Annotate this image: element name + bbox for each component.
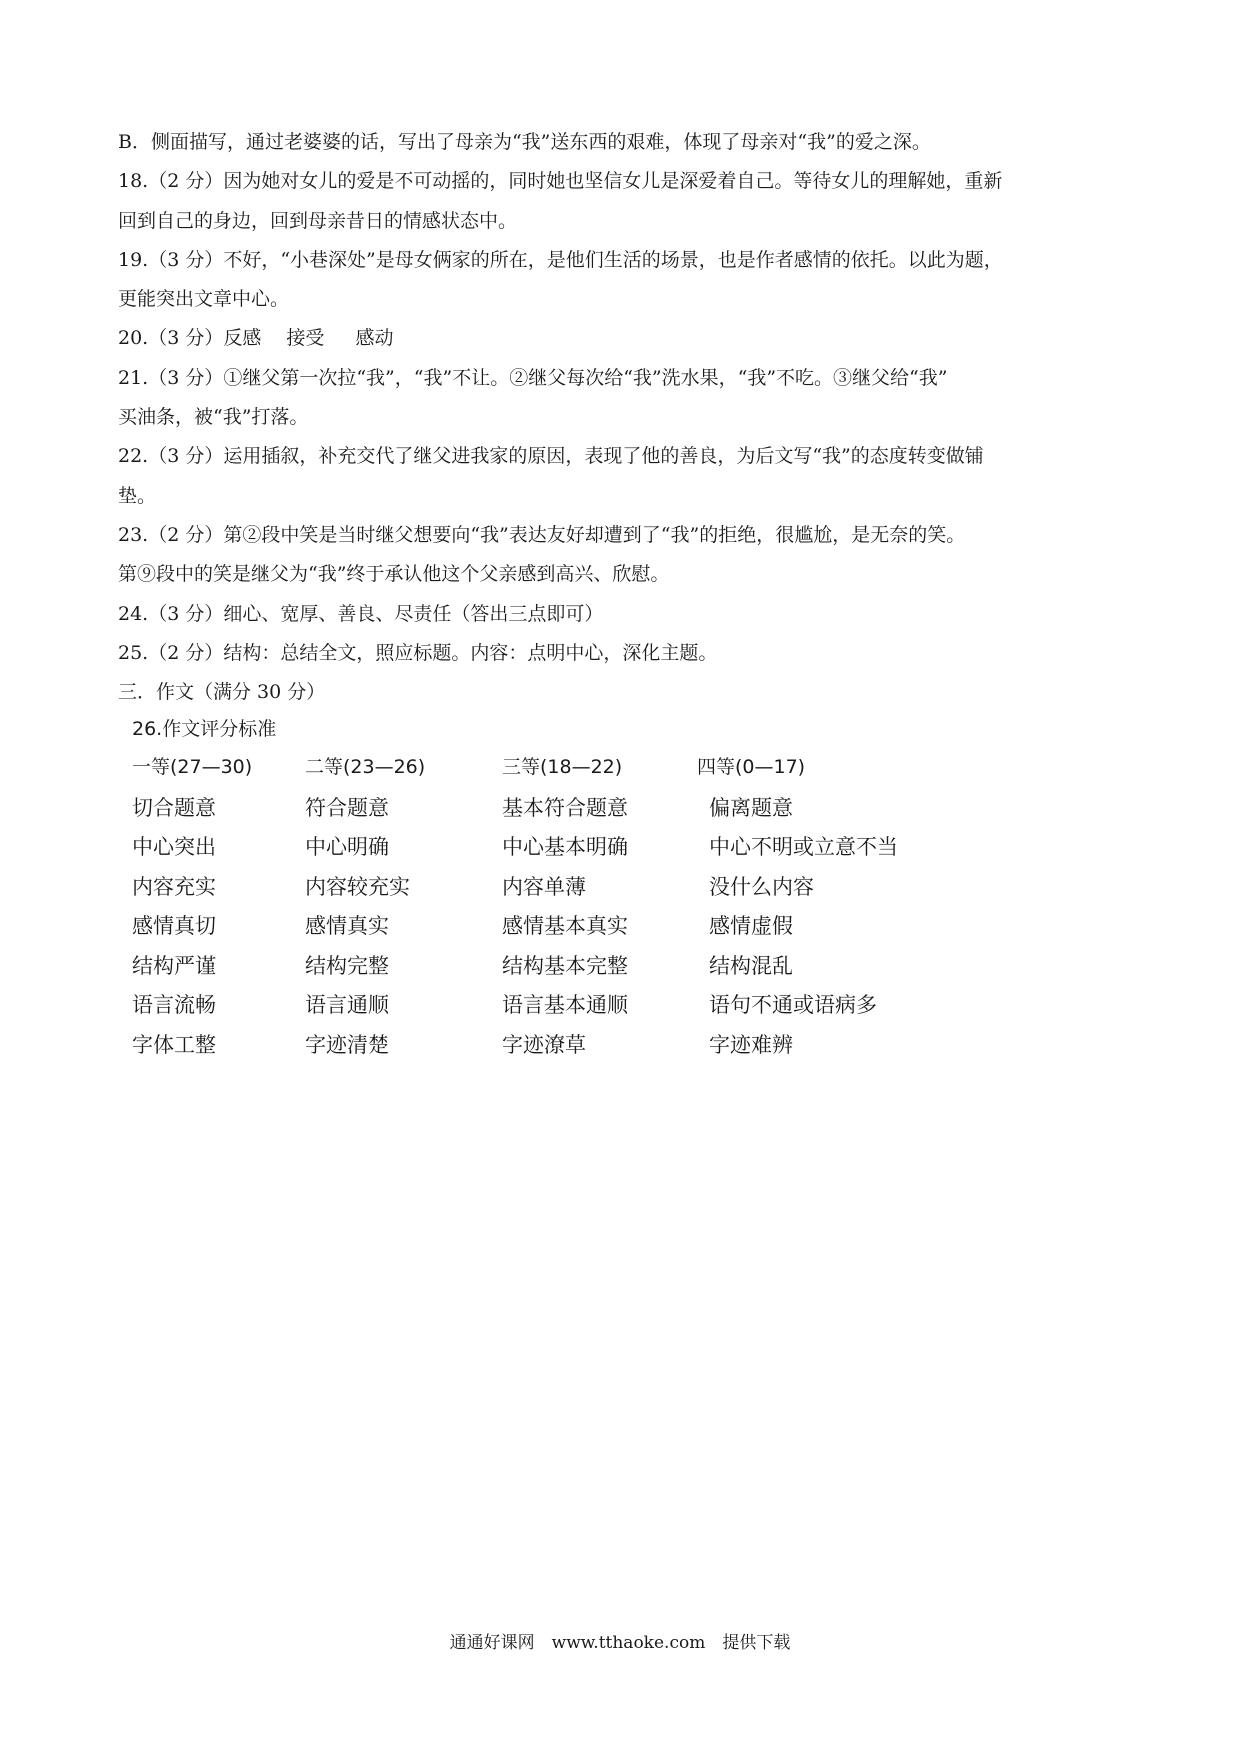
rubric-cell: 感情真实	[305, 914, 389, 938]
rubric-cell: 内容单薄	[502, 874, 586, 899]
answer-line: 回到自己的身边，回到母亲昔日的情感状态中。	[118, 209, 518, 232]
rubric-cell: 结构混乱	[709, 953, 793, 978]
rubric-cell: 字体工整	[132, 1032, 216, 1057]
rubric-header: 一等(27—30)	[132, 756, 253, 778]
answer-line: 25.（2 分）结构：总结全文，照应标题。内容：点明中心，深化主题。	[118, 641, 718, 664]
answer-key	[118, 123, 1128, 712]
section-heading: 三．作文（满分 30 分）	[118, 681, 326, 704]
rubric-cell: 结构基本完整	[502, 953, 628, 978]
rubric-header: 三等(18—22)	[502, 756, 623, 778]
rubric-cell: 结构完整	[305, 953, 389, 978]
rubric-cell: 内容较充实	[305, 874, 410, 899]
rubric-header-row	[132, 746, 1032, 786]
rubric-cell: 没什么内容	[709, 874, 814, 899]
rubric-cell: 语言基本通顺	[502, 993, 628, 1017]
rubric-table	[132, 746, 1032, 1062]
rubric-header: 二等(23—26)	[305, 756, 426, 778]
rubric-cell: 切合题意	[132, 795, 216, 820]
answer-line: 24.（3 分）细心、宽厚、善良、尽责任（答出三点即可）	[118, 602, 604, 625]
rubric-cell: 语句不通或语病多	[709, 993, 877, 1017]
rubric-header: 四等(0—17)	[697, 756, 806, 778]
answer-line: 20.（3 分）反感 接受 感动	[118, 327, 394, 350]
answer-line: 22.（3 分）运用插叙，补充交代了继父进我家的原因，表现了他的善良，为后文写“我”的态度转变做铺	[118, 445, 984, 468]
rubric-row	[132, 983, 1032, 1023]
rubric-cell: 中心基本明确	[502, 835, 628, 859]
answer-line: 21.（3 分）①继父第一次拉“我”，“我”不让。②继父每次给“我”洗水果，“我”不吃。③继父给“我”	[118, 366, 948, 389]
answer-line: 23.（2 分）第②段中笑是当时继父想要向“我”表达友好却遭到了“我”的拒绝，很尴尬，是无奈的笑。	[118, 523, 966, 546]
rubric-row	[132, 1023, 1032, 1063]
answer-line: B．侧面描写，通过老婆婆的话，写出了母亲为“我”送东西的艰难，体现了母亲对“我”的爱之深。	[118, 131, 931, 153]
rubric-cell: 字迹潦草	[502, 1032, 586, 1057]
rubric-cell: 内容充实	[132, 874, 216, 899]
rubric-cell: 符合题意	[305, 795, 389, 820]
rubric-cell: 感情基本真实	[502, 914, 628, 938]
rubric-row	[132, 904, 1032, 944]
answer-line: 第⑨段中的笑是继父为“我”终于承认他这个父亲感到高兴、欣慰。	[118, 563, 670, 586]
answer-line: 19.（3 分）不好，“小巷深处”是母女俩家的所在，是他们生活的场景，也是作者感情的依托。以此为题，	[118, 248, 1003, 271]
rubric-cell: 语言通顺	[305, 993, 389, 1017]
footer-source: 通通好课网 www.tthaoke.com 提供下载	[449, 1633, 791, 1653]
rubric-cell: 基本符合题意	[502, 795, 628, 820]
rubric-cell: 感情虚假	[709, 914, 793, 938]
rubric-cell: 结构严谨	[132, 953, 216, 978]
rubric-cell: 中心不明或立意不当	[709, 835, 898, 859]
rubric-row	[132, 786, 1032, 826]
answer-line: 18.（2 分）因为她对女儿的爱是不可动摇的，同时她也坚信女儿是深爱着自己。等待女儿的理解她，重新	[118, 170, 1003, 193]
rubric-cell: 感情真切	[132, 914, 216, 938]
rubric-row	[132, 865, 1032, 905]
rubric-cell: 中心突出	[132, 835, 216, 859]
rubric-cell: 字迹难辨	[709, 1032, 793, 1057]
answer-line: 买油条，被“我”打落。	[118, 406, 309, 429]
rubric-cell: 语言流畅	[132, 993, 216, 1017]
answer-line: 更能突出文章中心。	[118, 288, 290, 311]
rubric-row	[132, 944, 1032, 984]
rubric-cell: 偏离题意	[709, 795, 793, 820]
rubric-cell: 中心明确	[305, 835, 389, 859]
rubric-cell: 字迹清楚	[305, 1032, 389, 1057]
rubric-title: 26.作文评分标准	[132, 718, 277, 740]
rubric-row	[132, 825, 1032, 865]
answer-line: 垫。	[118, 484, 157, 507]
